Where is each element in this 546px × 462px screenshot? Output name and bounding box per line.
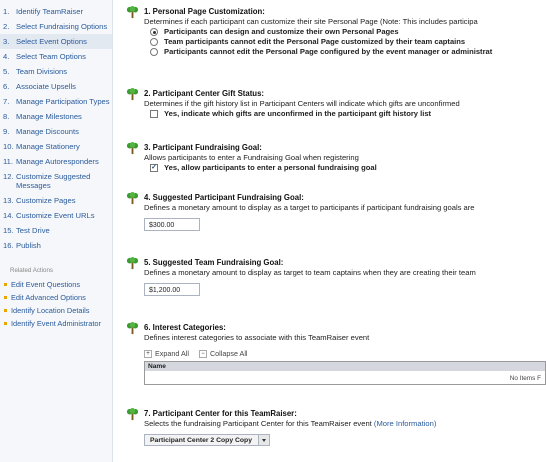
table-empty-message: No Items F: [509, 375, 541, 382]
section-description: Defines a monetary amount to display as a target to participants if participant fundraising goals are: [144, 203, 475, 212]
related-actions-title: Related Actions: [10, 267, 53, 274]
step-label: Customize Suggested Messages: [16, 172, 91, 190]
section-gift-status: [122, 88, 500, 119]
step-number: 2.: [3, 22, 10, 31]
related-action-link[interactable]: [10, 317, 112, 330]
step-label: Associate Upsells: [16, 82, 76, 91]
section-title: 6. Interest Categories:: [144, 323, 226, 332]
sidebar-step[interactable]: [0, 109, 112, 124]
section-participant-center: [122, 408, 500, 446]
expand-collapse-bar: [144, 349, 500, 358]
sidebar-step[interactable]: [0, 49, 112, 64]
step-number: 5.: [3, 67, 10, 76]
related-actions: [0, 267, 112, 330]
sidebar-step[interactable]: [0, 208, 112, 223]
option-label: Participants can design and customize their own Personal Pages: [164, 27, 399, 36]
sidebar-step[interactable]: [0, 94, 112, 109]
minus-icon: −: [199, 350, 207, 358]
section-title: 5. Suggested Team Fundraising Goal:: [144, 258, 284, 267]
section-team-goal: [122, 257, 500, 296]
sidebar-step[interactable]: [0, 193, 112, 208]
tree-icon: [126, 88, 139, 101]
step-label: Manage Autoresponders: [16, 157, 99, 166]
step-label: Customize Pages: [16, 196, 76, 205]
related-action-label: Identify Event Administrator: [11, 319, 101, 328]
sidebar-step[interactable]: [0, 64, 112, 79]
wizard-sidebar: [0, 0, 113, 462]
bullet-icon: [4, 296, 7, 299]
related-action-link[interactable]: [10, 278, 112, 291]
step-label: Publish: [16, 241, 41, 250]
sidebar-step[interactable]: [0, 34, 112, 49]
step-number: 1.: [3, 7, 10, 16]
step-number: 15.: [3, 226, 14, 235]
tree-icon: [126, 322, 139, 335]
interest-categories-table: [144, 361, 546, 385]
team-goal-input[interactable]: $1,200.00: [144, 283, 200, 296]
radio-unselected[interactable]: [150, 48, 158, 56]
section-participant-goal: [122, 192, 500, 231]
section-title: 2. Participant Center Gift Status:: [144, 89, 265, 98]
section-title: 3. Participant Fundraising Goal:: [144, 143, 262, 152]
step-number: 8.: [3, 112, 10, 121]
step-label: Select Event Options: [16, 37, 87, 46]
section-title: 1. Personal Page Customization:: [144, 7, 265, 16]
step-number: 7.: [3, 97, 10, 106]
related-actions-list: [10, 278, 112, 330]
step-label: Select Fundraising Options: [16, 22, 108, 31]
related-action-link[interactable]: [10, 304, 112, 317]
step-number: 12.: [3, 172, 14, 181]
chevron-down-icon: [258, 435, 269, 445]
section-description: Defines interest categories to associate with this TeamRaiser event: [144, 333, 370, 342]
step-label: Manage Discounts: [16, 127, 79, 136]
option-row: [144, 109, 500, 119]
table-header-name: Name: [145, 362, 545, 371]
sidebar-step[interactable]: [0, 154, 112, 169]
section-interest-categories: [122, 322, 541, 385]
gift-status-checkbox[interactable]: [150, 110, 158, 118]
tree-icon: [126, 142, 139, 155]
radio-unselected[interactable]: [150, 38, 158, 46]
option-label: Team participants cannot edit the Personal Page customized by their team captains: [164, 37, 466, 46]
collapse-all-label: Collapse All: [209, 349, 248, 358]
more-information-link[interactable]: (More Information): [373, 419, 437, 428]
radio-selected[interactable]: [150, 28, 158, 36]
option-label: Yes, allow participants to enter a personal fundraising goal: [164, 163, 377, 172]
participant-goal-input[interactable]: $300.00: [144, 218, 200, 231]
section-title: 7. Participant Center for this TeamRaiser:: [144, 409, 297, 418]
sidebar-step[interactable]: [0, 139, 112, 154]
expand-all-button[interactable]: [144, 349, 189, 358]
fundraising-goal-checkbox[interactable]: ✓: [151, 164, 157, 171]
step-number: 11.: [3, 157, 13, 166]
section-fundraising-goal: [122, 142, 500, 173]
plus-icon: +: [144, 350, 152, 358]
tree-icon: [126, 6, 139, 19]
step-label: Identify TeamRaiser: [16, 7, 83, 16]
option-row: [144, 47, 500, 57]
related-action-label: Identify Location Details: [11, 306, 90, 315]
tree-icon: [126, 192, 139, 205]
step-number: 13.: [3, 196, 14, 205]
section-description: Defines a monetary amount to display as target to team captains when they are creating their team: [144, 268, 476, 277]
expand-all-label: Expand All: [155, 349, 189, 358]
section-description: Determines if each participant can customize their site Personal Page (Note: This includes participa: [144, 17, 478, 26]
tree-icon: [126, 408, 139, 421]
sidebar-step[interactable]: [0, 124, 112, 139]
participant-center-select[interactable]: [144, 434, 270, 446]
main-content: [122, 0, 541, 462]
sidebar-step[interactable]: [0, 4, 112, 19]
select-value: Participant Center 2 Copy Copy: [150, 436, 252, 444]
sidebar-step[interactable]: [0, 223, 112, 238]
wizard-steps: [0, 0, 112, 253]
step-label: Manage Milestones: [16, 112, 82, 121]
section-personal-page: [122, 6, 500, 57]
sidebar-step[interactable]: [0, 19, 112, 34]
related-action-label: Edit Event Questions: [11, 280, 81, 289]
collapse-all-button[interactable]: [199, 349, 248, 358]
option-row: [144, 37, 500, 47]
section-description: Allows participants to enter a Fundraising Goal when registering: [144, 153, 359, 162]
option-row: [144, 163, 500, 173]
desc-text: Selects the fundraising Participant Center for this TeamRaiser event: [144, 419, 372, 428]
step-label: Team Divisions: [16, 67, 68, 76]
sidebar-step[interactable]: [0, 169, 112, 193]
section-title: 4. Suggested Participant Fundraising Goal:: [144, 193, 304, 202]
option-label: Yes, indicate which gifts are unconfirmed in the participant gift history list: [164, 109, 432, 118]
step-label: Manage Participation Types: [16, 97, 110, 106]
step-number: 16.: [3, 241, 14, 250]
step-number: 9.: [3, 127, 10, 136]
section-description: [144, 419, 500, 429]
option-label: Participants cannot edit the Personal Page configured by the event manager or administrat: [164, 47, 493, 56]
step-label: Test Drive: [16, 226, 50, 235]
bullet-icon: [4, 283, 7, 286]
option-row: [144, 27, 500, 37]
step-label: Manage Stationery: [16, 142, 80, 151]
sidebar-step[interactable]: [0, 79, 112, 94]
section-description: Determines if the gift history list in Participant Centers will indicate which gifts are unconfirmed: [144, 99, 460, 108]
sidebar-step[interactable]: [0, 238, 112, 253]
step-label: Select Team Options: [16, 52, 86, 61]
step-number: 6.: [3, 82, 10, 91]
tree-icon: [126, 257, 139, 270]
step-number: 10.: [3, 142, 14, 151]
related-action-link[interactable]: [10, 291, 112, 304]
bullet-icon: [4, 322, 7, 325]
step-label: Customize Event URLs: [16, 211, 95, 220]
bullet-icon: [4, 309, 7, 312]
related-action-label: Edit Advanced Options: [11, 293, 86, 302]
step-number: 14.: [3, 211, 14, 220]
step-number: 3.: [3, 37, 10, 46]
step-number: 4.: [3, 52, 10, 61]
